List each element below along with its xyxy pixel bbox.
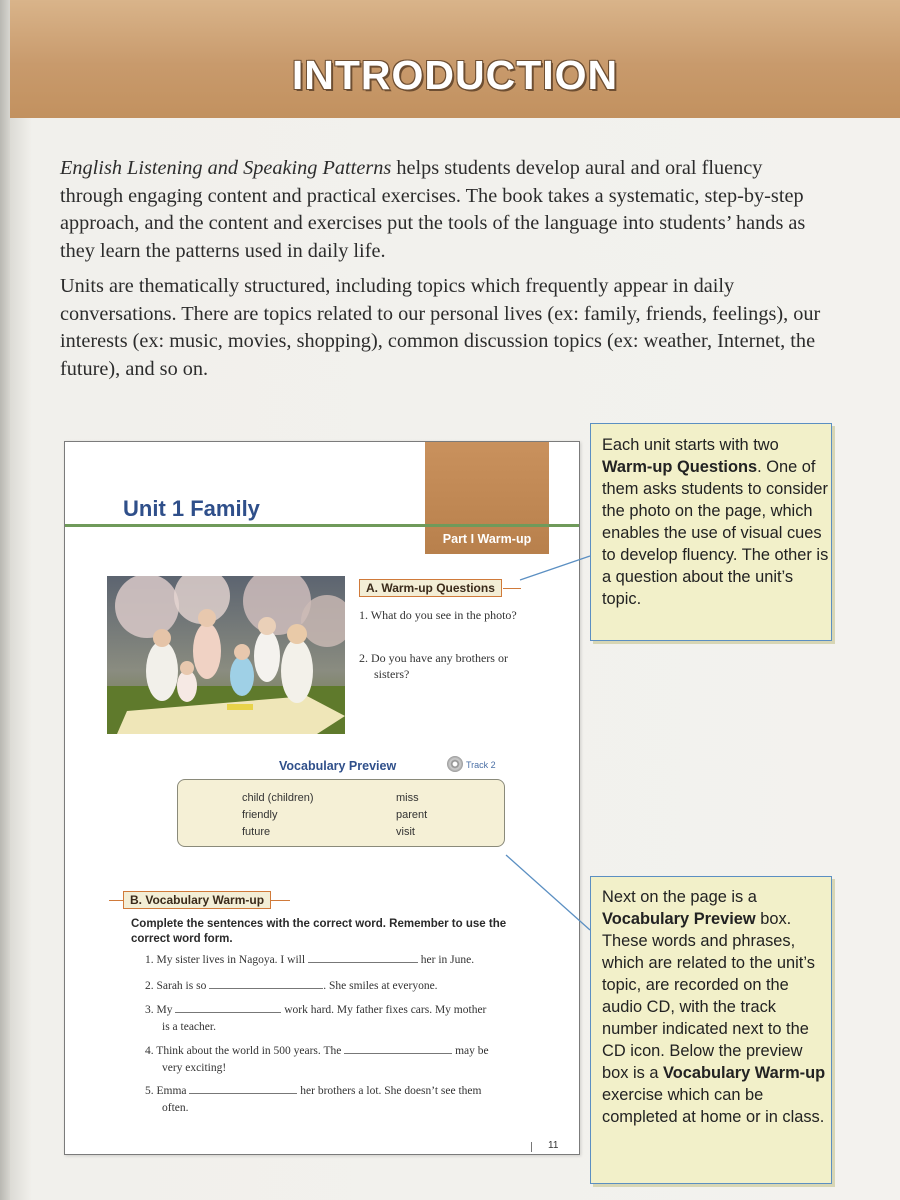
exercise-text: 3. My [145, 1004, 173, 1016]
answer-blank [189, 1083, 297, 1094]
exercise-text: her in June. [420, 954, 475, 966]
label-rule [109, 900, 123, 901]
book-title: English Listening and Speaking Patterns [60, 157, 392, 179]
page-number-rule [531, 1142, 532, 1152]
exercise-instructions: Complete the sentences with the correct word. Remember to use the correct word form. [131, 918, 507, 945]
intro-paragraph-2-text: Units are thematically structured, including topics which frequently appear in daily conversations. There are topics related to our personal lives (ex: family, friends, feelings), our interests (ex: music, movies, shopping), common discussion topics (ex: weather, Internet, the future), and so on. [60, 275, 821, 380]
exercise-text: 4. Think about the world in 500 years. The [145, 1045, 342, 1057]
vocab-word: parent [396, 809, 428, 821]
exercise-4-cont: very exciting! [162, 1062, 227, 1074]
warmup-questions-label: A. Warm-up Questions [359, 579, 502, 597]
exercise-3-cont: is a teacher. [162, 1021, 216, 1033]
vocabulary-preview-title: Vocabulary Preview [279, 759, 397, 773]
callout-text: Next on the page is a [602, 888, 757, 906]
exercise-2 [145, 978, 438, 995]
exercise-text: . She smiles at everyone. [323, 980, 438, 992]
label-rule [270, 900, 290, 901]
vocab-word: miss [396, 792, 419, 804]
family-photo [107, 576, 345, 734]
header-banner [10, 0, 900, 118]
vocab-word: visit [396, 826, 415, 838]
page-title: INTRODUCTION [291, 52, 619, 98]
exercise-text: 2. Sarah is so [145, 980, 207, 992]
exercise-text: 1. My sister lives in Nagoya. I will [145, 954, 306, 966]
vocab-word: future [242, 826, 271, 838]
track-number: Track 2 [466, 760, 496, 770]
page-number: 11 [548, 1140, 559, 1151]
answer-blank [344, 1043, 452, 1054]
header-rule [65, 524, 579, 527]
exercise-text: her brothers a lot. She doesn’t see them [300, 1085, 482, 1097]
family-photo-image [107, 576, 345, 734]
vocab-word: child (children) [242, 792, 314, 804]
callout-text: Each unit starts with two [602, 436, 779, 454]
exercise-4 [145, 1043, 489, 1060]
answer-blank [209, 978, 323, 989]
unit-title: Unit 1 Family [123, 496, 260, 521]
part-tab-label: Part I Warm-up [442, 532, 532, 546]
exercise-1 [145, 952, 474, 969]
callout-bold-text: Warm-up Questions [602, 458, 758, 476]
exercise-5 [145, 1083, 481, 1100]
exercise-text: may be [455, 1045, 489, 1057]
exercise-5-cont: often. [162, 1102, 189, 1114]
callout-text: exercise which can be completed at home or in class. [602, 1086, 825, 1126]
book-spine [0, 0, 10, 1200]
intro-paragraph-1 [60, 155, 830, 265]
cd-icon [447, 756, 463, 772]
vocab-word: friendly [242, 809, 278, 821]
callout-warmup-questions [590, 423, 832, 641]
callout-bold-text: Vocabulary Warm-up [663, 1064, 826, 1082]
answer-blank [175, 1002, 281, 1013]
vocabulary-preview-box [177, 779, 505, 847]
question-2-cont: sisters? [374, 667, 410, 681]
callout-bold-text: Vocabulary Preview [602, 910, 756, 928]
answer-blank [308, 952, 418, 963]
callout-vocabulary [590, 876, 832, 1184]
exercise-text: work hard. My father fixes cars. My mother [284, 1004, 487, 1016]
exercise-3 [145, 1002, 486, 1019]
intro-paragraph-1-text: helps students develop aural and oral fluency through engaging content and practical exercises. The book takes a systematic, step-by-step approach, and the content and exercises put the tools of the language into students’ hands as they learn the patterns used in daily life. [60, 157, 806, 262]
question-2: 2. Do you have any brothers or [359, 651, 508, 665]
callout-text: box. These words and phrases, which are related to the unit’s topic, are recorded on the audio CD, with the track number indicated next to the CD icon. Below the preview box is a [602, 910, 815, 1082]
vocabulary-warmup-label: B. Vocabulary Warm-up [123, 891, 271, 909]
intro-paragraph-2 [60, 273, 830, 383]
label-rule [503, 588, 521, 589]
callout-text: . One of them asks students to consider the photo on the page, which enables the use of visual cues to develop fluency. The other is a question about the unit’s topic. [602, 458, 829, 608]
exercise-text: 5. Emma [145, 1085, 187, 1097]
part-tab [425, 442, 549, 554]
sample-unit-page [64, 441, 580, 1155]
question-1: 1. What do you see in the photo? [359, 608, 517, 622]
